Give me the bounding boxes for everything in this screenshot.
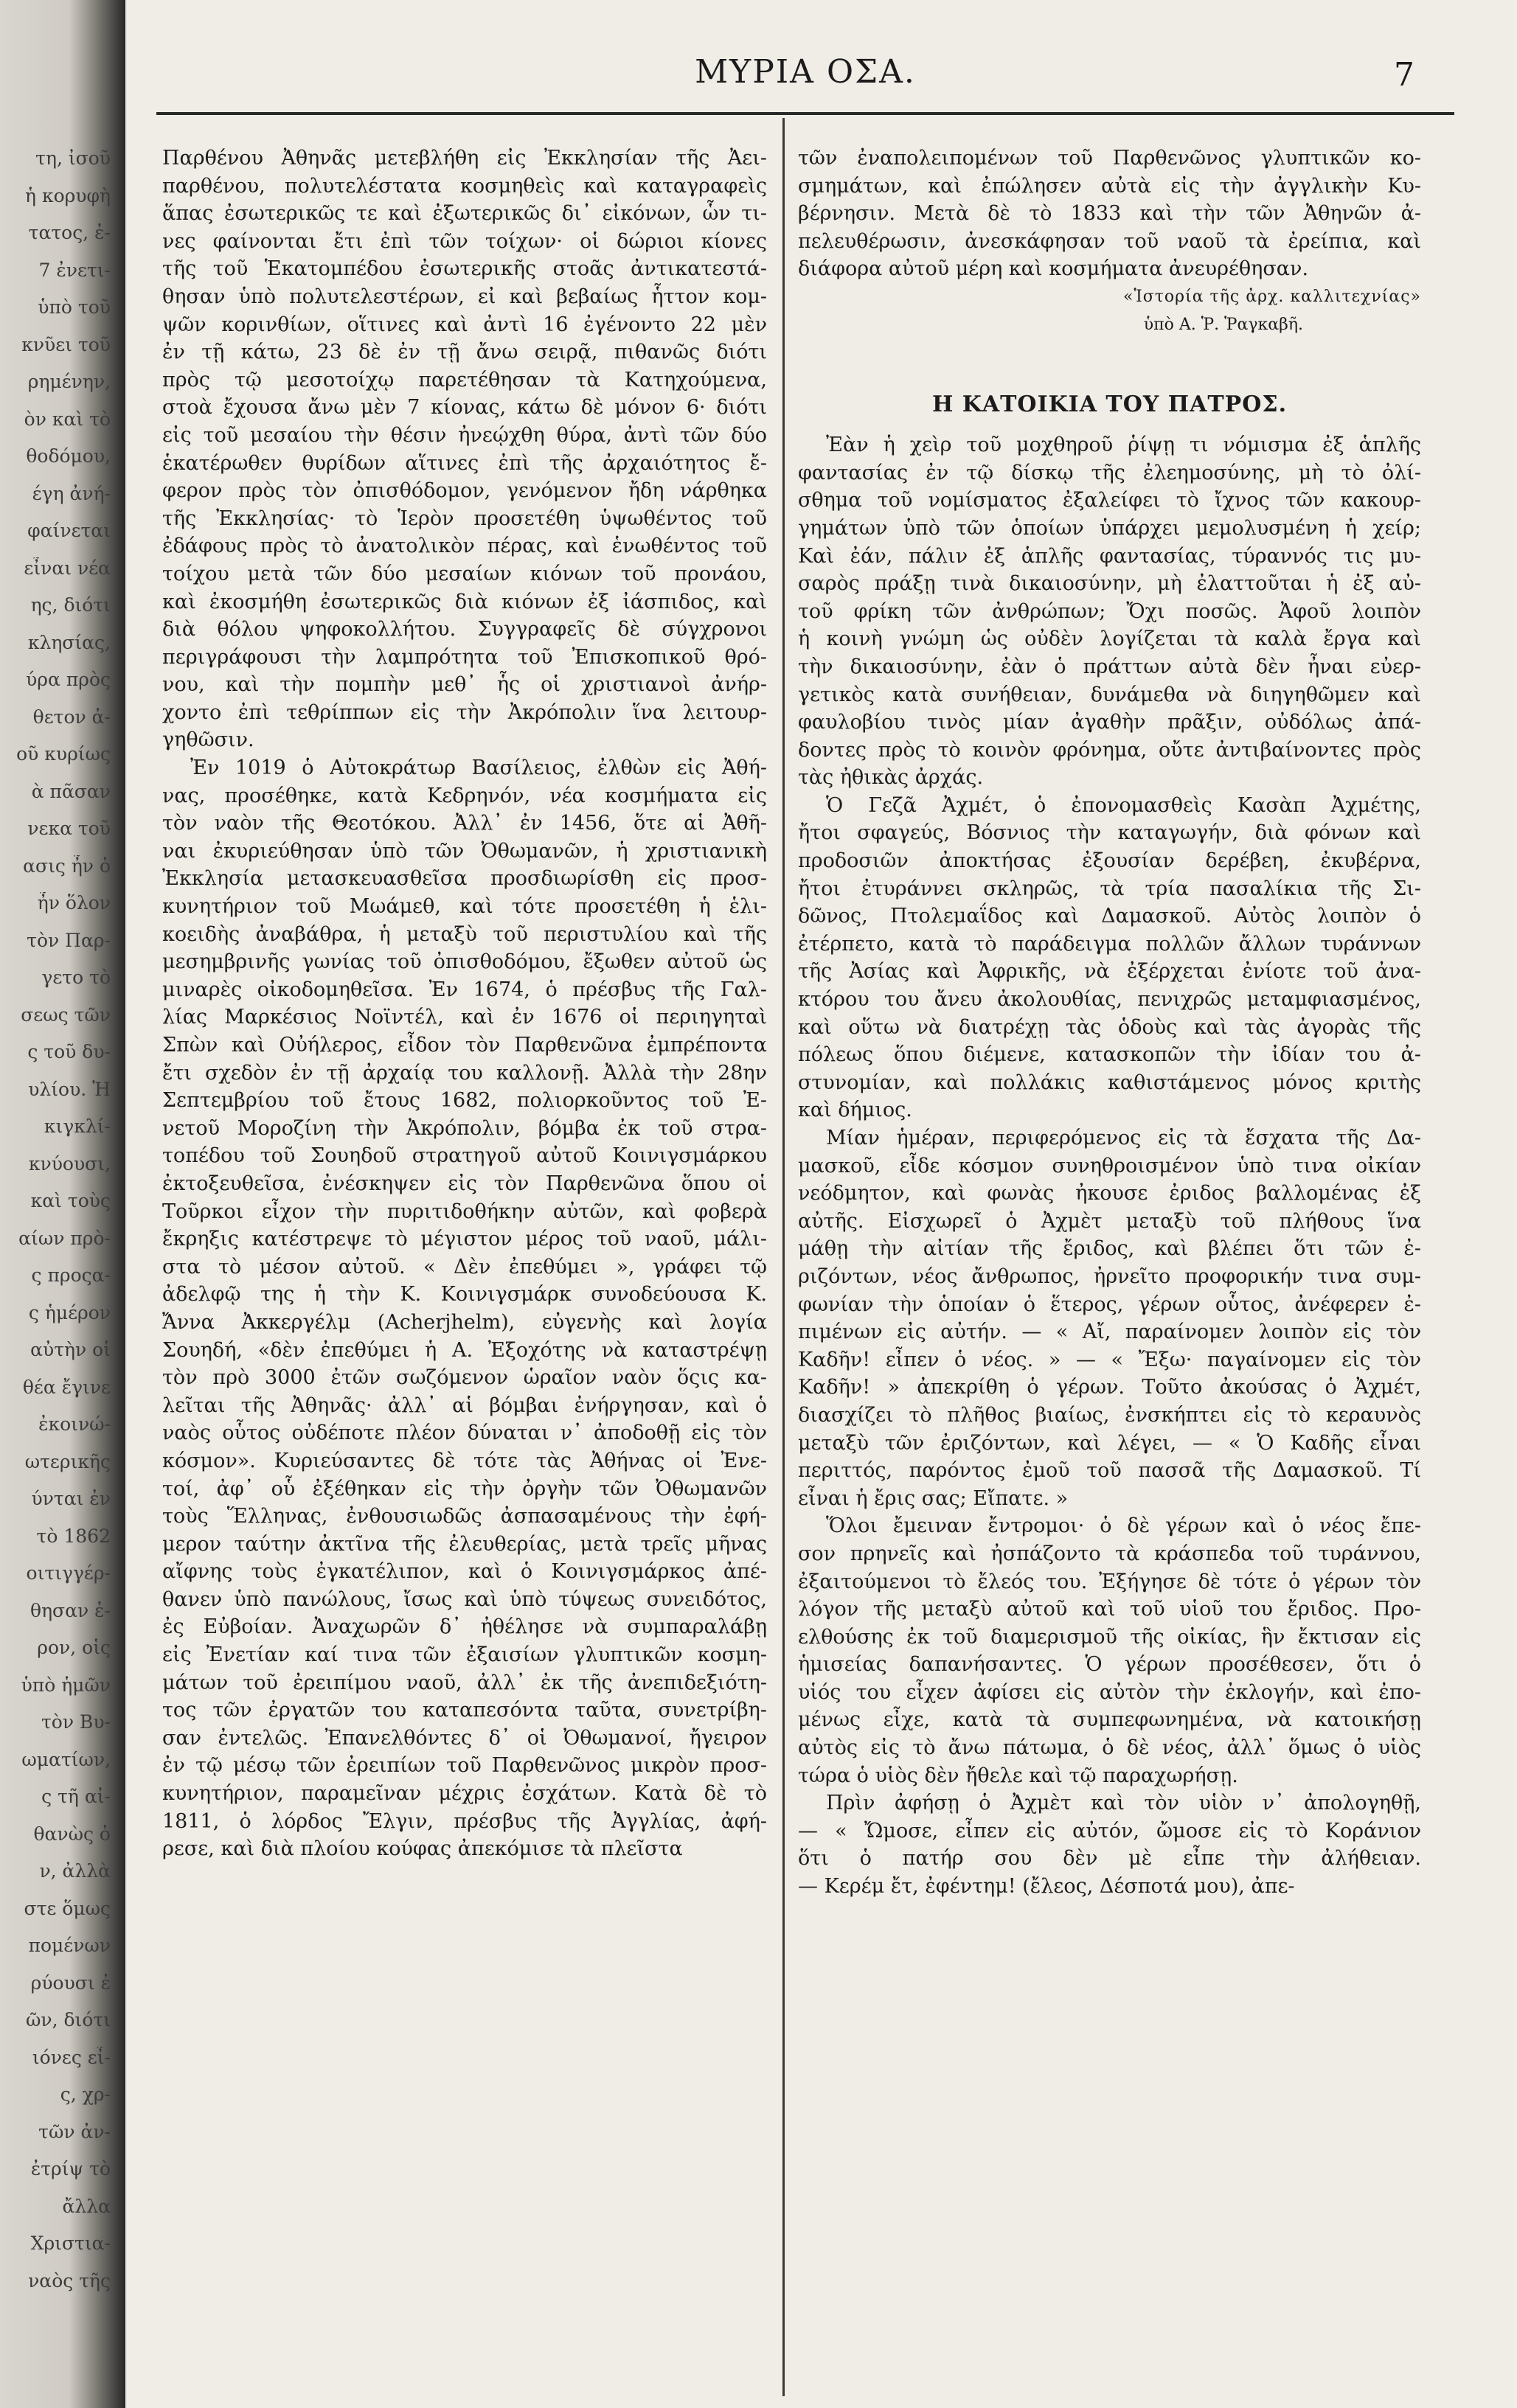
text-line: πιμένων εἰς αὐτήν. — « Αἴ, παραίνομεν λοιπὸν εἰς τὸν: [798, 1320, 1421, 1344]
text-line: βέρνησιν. Μετὰ δὲ τὸ 1833 καὶ τὴν τῶν Ἀθηνῶν ἀ-: [798, 202, 1421, 226]
text-line: Ἐν 1019 ὁ Αὐτοκράτωρ Βασίλειος, ἐλθὼν εἰς Ἀθή-: [190, 756, 767, 780]
text-line: μιναρὲς οἰκοδομηθεῖσα. Ἐν 1674, ὁ πρέσβυς τῆς Γαλ-: [162, 978, 767, 1001]
gutter-text-fragment: ἦν ὅλον: [37, 892, 111, 914]
text-line: δῶνος, Πτολεμαΐδος καὶ Δαμασκοῦ. Αὐτὸς λοιπὸν ὁ: [798, 905, 1421, 928]
text-line: τοὺς Ἕλληνας, ἐνθουσιωδῶς ἀσπασαμένους τὴν ἐφή-: [162, 1505, 767, 1528]
article-body: [798, 431, 1421, 1900]
gutter-text-fragment: θησαν ἐ-: [30, 1599, 111, 1621]
text-line: ὅτι ὁ πατήρ σου δὲν μὲ εἶπε τὴν ἀλήθειαν.: [798, 1847, 1421, 1871]
text-line: Καδῆν! » ἀπεκρίθη ὁ γέρων. Τοῦτο ἀκούσας ὁ Ἀχμέτ,: [798, 1376, 1421, 1399]
gutter-text-fragment: ρύουσι ἐ: [30, 1972, 111, 1994]
text-line: ἔτι σχεδὸν ἐν τῇ ἀρχαίᾳ του καλλονῇ. Ἀλλὰ τὴν 28ην: [162, 1061, 767, 1085]
gutter-text-fragment: κνύουσι,: [28, 1152, 111, 1175]
gutter-text-fragment: κιγκλί-: [44, 1116, 111, 1137]
text-line: 1811, ὁ λόρδος Ἔλγιν, πρέσβυς τῆς Ἀγγλίας, ἀφή-: [162, 1809, 767, 1833]
gutter-text-fragment: θετον ἀ-: [32, 706, 111, 728]
text-line: αἴφνης τοὺς ἐγκατέλιπον, καὶ ὁ Κοινιγσμάρκος ἀπέ-: [162, 1560, 767, 1584]
text-line: φαυλοβίου τινὸς μίαν ἀγαθὴν πρᾶξιν, οὐδόλως ἀπά-: [798, 711, 1421, 734]
text-line: ἡμισείας δαπανήσαντες. Ὁ γέρων προσέθεσεν, ὅτι ὁ: [798, 1653, 1421, 1677]
text-line: ἐτέρπετο, κατὰ τὸ παράδειγμα πολλῶν ἄλλων τυράννων: [798, 932, 1421, 956]
running-title: ΜΥΡΙΑ ΟΣΑ.: [695, 53, 916, 91]
column-divider: [782, 118, 785, 2396]
text-line: τος τῶν ἐργατῶν του καταπεσόντα ταῦτα, συνετρίβη-: [162, 1699, 767, 1722]
text-line: κόσμον». Κυριεύσαντες δὲ τότε τὰς Ἀθήνας οἱ Ἐνε-: [162, 1449, 767, 1472]
gutter-text-fragment: ς ἡμέρον: [28, 1301, 111, 1323]
text-line: Ἄννα Ἀκκεργέλμ (Acherjhelm), εὐγενὴς καὶ λογία: [162, 1310, 767, 1334]
text-line: ψῶν κορινθίων, οἵτινες καὶ ἀντὶ 16 ἐγένοντο 22 μὲν: [162, 313, 767, 336]
text-line: τῆς Ἀσίας καὶ Ἀφρικῆς, νὰ ἐξέρχεται ἐνίοτε τοῦ ἀνα-: [798, 960, 1421, 984]
text-line: δοντες πρὸς τὸ κοινὸν φρόνημα, οὔτε ἀντιβαίνοντες πρὸς: [798, 738, 1421, 762]
page-number: 7: [1394, 56, 1414, 94]
gutter-text-fragment: πομένων: [28, 1935, 111, 1956]
gutter-text-fragment: τὸν Παρ-: [27, 929, 111, 951]
text-line: χοντο ἐπὶ τεθρίππων εἰς τὴν Ἀκρόπολιν ἵνα λειτουρ-: [162, 700, 767, 724]
gutter-text-fragment: ς, χρ-: [60, 2084, 111, 2105]
text-line: μένως εἶχε, κατὰ τὰ συμπεφωνημένα, νὰ κατοικήσῃ: [798, 1708, 1421, 1732]
text-line: Καὶ ἐάν, πάλιν ἐξ ἁπλῆς φαντασίας, τύραννός τις μυ-: [798, 544, 1421, 568]
text-line: διὰ θόλου ψηφοκολλήτου. Συγγραφεῖς δὲ σύγχρονοι: [162, 618, 767, 641]
gutter-text-fragment: τη, ἰσοῦ: [35, 147, 111, 169]
text-line: κυνητήριον τοῦ Μωάμεθ, καὶ τότε προσετέθη ἡ ἑλι-: [162, 895, 767, 919]
text-line: εἰς τοῦ μεσαίου τὴν θέσιν ἠνεῴχθη θύρα, ἀντὶ τῶν δύο: [162, 423, 767, 447]
gutter-text-fragment: αὐτὴν οἱ: [30, 1339, 111, 1360]
text-line: καὶ οὕτω νὰ διατρέχῃ τὰς ὁδοὺς καὶ τὰς ἀγορὰς τῆς: [798, 1015, 1421, 1039]
text-line: τῶν ἐναπολειπομένων τοῦ Παρθενῶνος γλυπτικῶν κο-: [798, 147, 1421, 170]
text-line: Σουηδή, «δὲν ἐπεθύμει ἡ Α. Ἐξοχότης νὰ καταστρέψῃ: [162, 1338, 767, 1362]
gutter-text-fragment: ρημένην,: [27, 371, 111, 392]
text-line: αὐτῆς. Εἰσχωρεῖ ὁ Ἀχμὲτ μεταξὺ τοῦ πλήθους ἵνα: [798, 1209, 1421, 1233]
text-line: νας, προσέθηκε, κατὰ Κεδρηνόν, νέα κοσμήματα εἰς: [162, 784, 767, 807]
text-line: στυνομίαν, καὶ πολλάκις καθιστάμενος μόνος κριτὴς: [798, 1071, 1421, 1094]
gutter-text-fragment: ύρα πρὸς: [26, 669, 111, 690]
gutter-text-fragment: Χριστια-: [30, 2233, 111, 2254]
text-line: καὶ ἐκοσμήθη ἐσωτερικῶς διὰ κιόνων ἐξ ἰάσπιδος, καὶ: [162, 590, 767, 613]
gutter-text-fragment: τατος, ἐ-: [28, 222, 111, 243]
gutter-text-fragment: φαίνεται: [27, 520, 111, 541]
text-line: μάθῃ τὴν αἰτίαν τῆς ἔριδος, καὶ βλέπει ὅτι τῶν ἐ-: [798, 1237, 1421, 1261]
gutter-text-fragment: 7 ἐνετι-: [38, 259, 111, 281]
gutter-text-fragment: ωτερικῆς: [24, 1450, 111, 1472]
text-line: καὶ δήμιος.: [798, 1099, 912, 1122]
text-line: θανεν ὑπὸ πανώλους, ἴσως καὶ ὑπὸ τύψεως συνειδότος,: [162, 1587, 767, 1611]
text-line: ἅπας ἐσωτερικῶς τε καὶ ἐξωτερικῶς δι᾽ εἰκόνων, ὧν τι-: [162, 202, 767, 226]
text-line: προδοσιῶν ἀποκτήσας ἐξουσίαν δερέβεη, ἐκυβέρνα,: [798, 849, 1421, 873]
text-line: τώρα ὁ υἱὸς δὲν ἤθελε καὶ τῷ παραχωρήσῃ.: [798, 1764, 1238, 1787]
gutter-text-fragment: ὑπὸ τοῦ: [38, 296, 111, 318]
gutter-text-fragment: σεως τῶν: [21, 1003, 111, 1026]
gutter-text-fragment: ναὸς τῆς: [28, 2269, 111, 2292]
text-line: ἐδάφους πρὸς τὸ ἀνατολικὸν πέρας, καὶ ἑνωθέντος τοῦ: [162, 535, 767, 558]
page: [127, 0, 1517, 2408]
gutter-text-fragment: ωματίων,: [21, 1748, 111, 1770]
text-line: σαρὸς πράξῃ τινὰ δικαιοσύνην, μὴ ἐλαττοῦται ἡ ἐξ αὐ-: [798, 572, 1421, 596]
gutter-text-fragment: ἡ κορυφὴ: [25, 184, 111, 206]
text-line: νεόδμητον, καὶ φωνὰς ἠκουσε ἐριδος βαλλομένας ἐξ: [798, 1182, 1421, 1205]
gutter-text-fragment: ὰ πᾶσαν: [31, 780, 111, 802]
text-line: ἡ κοινὴ γνώμη ὡς οὐδὲν λογίζεται τὰ καλὰ ἔργα καὶ: [798, 627, 1421, 651]
text-line: τοίχου μετὰ τῶν δύο μεσαίων κιόνων τοῦ προνάου,: [162, 562, 767, 585]
text-line: φερον πρὸς τὸν ὀπισθόδομον, γενόμενον ἤδη νάρθηκα: [162, 479, 767, 503]
gutter-text-fragment: αίων πρὸ-: [18, 1227, 111, 1249]
gutter-text-fragment: τὸν Βυ-: [41, 1711, 111, 1733]
text-line: Ἐὰν ἡ χεὶρ τοῦ μοχθηροῦ ῥίψῃ τι νόμισμα ἐξ ἁπλῆς: [826, 434, 1421, 457]
text-line: εἰς Ἐνετίαν καί τινα τῶν ἐξαισίων γλυπτικῶν κοσμη-: [162, 1643, 767, 1667]
gutter-text-fragment: κλησίας,: [27, 631, 111, 653]
gutter-text-fragment: ν, ἀλλὰ: [39, 1860, 111, 1882]
text-line: περιττός, παρόντος ἐμοῦ τοῦ πασσᾶ τῆς Δαμασκοῦ. Τί: [798, 1459, 1421, 1483]
gutter-text-fragment: ς τῆ αἰ-: [41, 1786, 111, 1807]
gutter-text-fragment: νεκα τοῦ: [27, 818, 111, 839]
text-line: μερον ταύτην ἀκτῖνα τῆς ἐλευθερίας, μετὰ τρεῖς μῆνας: [162, 1532, 767, 1556]
text-line: ἤτοι σφαγεύς, Βόσνιος τὴν καταγωγήν, διὰ φόνων καὶ: [798, 821, 1421, 845]
right-column: [798, 145, 1421, 2401]
text-line: κυνητήριον, παραμεῖναν μέχρις ἐσχάτων. Κατὰ δὲ τὸ: [162, 1782, 767, 1806]
gutter-text-fragment: θοδόμου,: [26, 445, 111, 467]
source-attribution: «Ἱστορία τῆς ἀρχ. καλλιτεχνίας»: [1122, 287, 1421, 306]
gutter-text-fragment: τὸ 1862: [36, 1525, 111, 1547]
text-line: αὐτὸς εἰς τὸ ἄνω πάτωμα, ὁ δὲ νέος, ἀλλ᾽ ὅμως ὁ υἱὸς: [798, 1736, 1421, 1760]
text-line: μασκοῦ, εἶδε κόσμον συνηθροισμένον ὑπὸ τινα οἰκίαν: [798, 1154, 1421, 1177]
text-line: ριζόντων, νέος ἄνθρωπος, ἠρνεῖτο προφορικήν τινα συμ-: [798, 1264, 1421, 1288]
text-line: ἑκατέρωθεν θυρίδων αἵτινες ἐπὶ τῆς ἀρχαιότητος ἔ-: [162, 451, 767, 475]
text-line: ἐν τῷ μέσῳ τῶν ἐρειπίων τοῦ Παρθενῶνος μικρὸν προσ-: [162, 1754, 767, 1778]
text-line: σαν ἐντελῶς. Ἐπανελθόντες δ᾽ οἱ Ὀθωμανοί, ἤγειρον: [162, 1726, 767, 1750]
text-line: νετοῦ Μοροζίνη τὴν Ἀκρόπολιν, βόμβα ἐκ τοῦ στρα-: [162, 1116, 767, 1140]
text-line: Πρὶν ἀφήσῃ ὁ Ἀχμὲτ καὶ τὸν υἱὸν ν᾽ ἀπολογηθῇ,: [826, 1792, 1421, 1815]
text-line: φαντασίας ἐν τῷ δίσκῳ τῆς ἐλεημοσύνης, μὴ τὸ ὀλί-: [798, 461, 1421, 484]
text-line: στοὰ ἔχουσα ἄνω μὲν 7 κίονας, κάτω δὲ μόνον 6· διότι: [162, 396, 767, 420]
text-line: σμημάτων, καὶ ἐπώλησεν αὐτὰ εἰς τὴν ἀγγλικὴν Κυ-: [798, 174, 1421, 198]
text-line: διασχίζει τὸ πλῆθος βιαίως, ἐνσκήπτει εἰς τὸ κεραυνὸς: [798, 1403, 1421, 1427]
gutter-text-fragment: ὑπὸ ἡμῶν: [21, 1674, 111, 1696]
text-line: τὴν δικαιοσύνην, ἐὰν ὁ πράττων αὐτὰ δὲν ἦναι εὐερ-: [798, 655, 1421, 678]
text-line: υἱός του εἶχεν ἀφίσει εἰς αὐτὸν τὴν ἐκλογήν, καὶ ἐπο-: [798, 1680, 1421, 1704]
gutter-text-fragment: ασις ἦν ὁ: [23, 855, 111, 877]
header-rule: [156, 112, 1454, 115]
gutter-text-fragment: κνῦει τοῦ: [21, 333, 111, 355]
text-line: τῆς Ἐκκλησίας· τὸ Ἱερὸν προσετέθη ὑψωθέντος τοῦ: [162, 507, 767, 530]
text-line: πόλεως ὅπου διέμενε, κατασκοπῶν τὴν ἰδίαν του ἀ-: [798, 1043, 1421, 1067]
gutter-text-fragment: έγη ἀνή-: [32, 482, 111, 504]
text-line: λίας Μαρκέσιος Νοϊντέλ, καὶ ἐν 1676 οἱ περιηγηταὶ: [162, 1006, 767, 1029]
text-line: μεταξὺ τῶν ἐριζόντων, καὶ λέγει, — « Ὁ Καδῆς εἶναι: [798, 1431, 1421, 1455]
text-line: λόγον τῆς μεταξὺ αὐτοῦ καὶ τοῦ υἱοῦ του ἔριδος. Προ-: [798, 1598, 1421, 1621]
gutter-text-fragment: ὸν καὶ τὸ: [24, 408, 111, 430]
text-line: γηθῶσιν.: [162, 728, 254, 752]
text-line: ελθούσης ἐκ τοῦ διαμερισμοῦ τῆς οἰκίας, ἣν ἔκτισαν εἰς: [798, 1625, 1421, 1649]
text-line: ἐξαιτούμενοι τὸ ἔλεός του. Ἐξήγησε δὲ τότε ὁ γέρων τὸν: [798, 1570, 1421, 1593]
gutter-text-fragment: ἐκοινώ-: [38, 1413, 111, 1435]
text-line: τῆς τοῦ Ἑκατομπέδου ἐσωτερικῆς στοᾶς ἀντικατεστά-: [162, 257, 767, 281]
text-line: σον πρηνεῖς καὶ ἠσπάζοντο τὰ κράσπεδα τοῦ τυράννου,: [798, 1542, 1421, 1565]
text-line: πρὸς τῷ μεσοτοίχῳ παρετέθησαν τὰ Κατηχούμενα,: [162, 368, 767, 392]
gutter-text-fragment: υλίου. Ἡ: [28, 1078, 111, 1100]
text-line: τὰς ἠθικὰς ἀρχάς.: [798, 766, 984, 790]
text-line: ἤτοι ἐτυράννει σκληρῶς, τὰ τρία πασαλίκια τῆς Σι-: [798, 877, 1421, 900]
text-line: περιγράφουσι τὴν λαμπρότητα τοῦ Ἐπισκοπικοῦ θρό-: [162, 645, 767, 669]
text-line: παρθένου, πολυτελέστατα κοσμηθεὶς καὶ καταγραφεὶς: [162, 174, 767, 198]
text-line: φωνίαν τὴν ὁποίαν ὁ ἕτερος, γέρων οὗτος, ἀνέφερεν ἐ-: [798, 1292, 1421, 1316]
text-line: — Κερέμ ἔτ, ἐφέντημ! (ἔλεος, Δέσποτά μου), ἀπε-: [798, 1875, 1295, 1899]
text-line: γετικὸς κατὰ συνήθειαν, δυνάμεθα νὰ διηγηθῶμεν καὶ: [798, 683, 1421, 706]
text-line: ναὸς οὗτος οὐδέποτε πλέον δύναται ν᾽ ἀποδοθῇ εἰς τὸν: [162, 1422, 767, 1445]
text-line: ἔκρηξις κατέστρεψε τὸ μέγιστον μέρος τοῦ ναοῦ, μάλι-: [162, 1228, 767, 1251]
gutter-text-fragment: ς προςα-: [31, 1264, 111, 1286]
text-line: Καδῆν! εἶπεν ὁ νέος. » — « Ἔξω· παγαίνομεν εἰς τὸν: [798, 1348, 1421, 1371]
text-line: τοῦ φρίκη τῶν ἀνθρώπων; Ὄχι ποσῶς. Ἀφοῦ λοιπὸν: [798, 599, 1421, 623]
text-line: θησαν ὑπὸ πολυτελεστέρων, εἰ καὶ βεβαίως ἧττον κομ-: [162, 285, 767, 308]
gutter-text-fragment: γετο τὸ: [41, 967, 111, 988]
gutter-text-fragment: ρον, οἱς: [37, 1637, 111, 1658]
text-line: Ὁ Γεζᾶ Ἀχμέτ, ὁ ἐπονομασθεὶς Κασὰπ Ἀχμέτης,: [826, 793, 1421, 817]
text-line: Παρθένου Ἀθηνᾶς μετεβλήθη εἰς Ἐκκλησίαν τῆς Ἀει-: [162, 147, 767, 170]
text-line: μάτων τοῦ ἐρειπίμου ναοῦ, ἀλλ᾽ ἐκ τῆς ἀνεπιδεξιότη-: [162, 1671, 767, 1694]
text-line: Ἐκκλησία μετασκευασθεῖσα προσδιωρίσθη εἰς προσ-: [162, 867, 767, 891]
text-line: τοπέδου τοῦ Σουηδοῦ στρατηγοῦ αὐτοῦ Κοινιγσμάρκου: [162, 1144, 767, 1168]
text-line: κοειδὴς ἀναβάθρα, ἡ μεταξὺ τοῦ περιστυλίου καὶ τῆς: [162, 922, 767, 946]
gutter-text-fragment: στε ὅμως: [24, 1897, 111, 1919]
text-line: πελευθέρωσιν, ἀνεσκάφησαν τοῦ ναοῦ τὰ ἐρείπια, καὶ: [798, 229, 1421, 253]
text-line: ἐς Εὐβοίαν. Ἀναχωρῶν δ᾽ ἠθέλησε νὰ συμπαραλάβῃ: [162, 1615, 767, 1639]
gutter-text-fragment: ἄλλα: [62, 2195, 111, 2217]
text-line: ναι ἐκυριεύθησαν ὑπὸ τῶν Ὀθωμανῶν, ἡ χριστιανικὴ: [162, 839, 767, 863]
text-line: τὸν πρὸ 3000 ἐτῶν σωζόμενον ὡραῖον ναὸν ὅςις κα-: [162, 1366, 767, 1390]
text-line: ρεσε, καὶ διὰ πλοίου κούφας ἀπεκόμισε τὰ πλεῖστα: [162, 1837, 683, 1861]
right-column-continuation: [798, 145, 1421, 283]
text-line: διάφορα αὐτοῦ μέρη καὶ κοσμήματα ἀνευρέθησαν.: [798, 257, 1309, 281]
text-line: Μίαν ἡμέραν, περιφερόμενος εἰς τὰ ἔσχατα τῆς Δα-: [826, 1127, 1421, 1149]
text-line: Ὅλοι ἔμειναν ἔντρομοι· ὁ δὲ γέρων καὶ ὁ νέος ἔπε-: [826, 1514, 1421, 1538]
section-heading: Η ΚΑΤΟΙΚΙΑ ΤΟΥ ΠΑΤΡΟΣ.: [931, 392, 1288, 418]
gutter-text-fragment: ἐτρίψ τὸ: [30, 2158, 111, 2179]
source-author: ὑπὸ Α. Ῥ. Ῥαγκαβῆ.: [1143, 315, 1303, 334]
text-line: νες φαίνονται ἔτι ἐπὶ τῶν τοίχων· οἱ δώριοι κίονες: [162, 229, 767, 253]
text-line: ἐν τῇ κάτω, 23 δὲ ἐν τῇ ἄνω σειρᾷ, πιθανῶς διότι: [162, 341, 767, 364]
gutter-text-fragment: οῦ κυρίως: [16, 743, 111, 765]
text-line: γημάτων ὑπὸ τῶν ὁποίων ὑπάρχει μεμολυσμένη ἡ χείρ;: [798, 516, 1421, 540]
text-line: στα τὸ μέσον αὐτοῦ. « Δὲν ἐπεθύμει », γράφει τῷ: [162, 1255, 767, 1278]
text-line: Τοῦρκοι εἶχον τὴν πυριτιδοθήκην αὐτῶν, καὶ φοβερὰ: [162, 1200, 767, 1223]
text-line: λεῖται τῆς Ἀθηνᾶς· ἀλλ᾽ αἱ βόμβαι ἐνήργησαν, καὶ ὁ: [162, 1393, 767, 1417]
gutter-text-fragment: τῶν ἀν-: [38, 2120, 111, 2143]
gutter-text-fragment: οιτιγγέρ-: [26, 1562, 111, 1584]
gutter-text-fragment: ιόνες εἶ-: [32, 2046, 111, 2068]
text-line: Σπὼν καὶ Οὐήλερος, εἶδον τὸν Παρθενῶνα ἐμπρέποντα: [162, 1034, 767, 1057]
gutter-text-fragment: ῶν, διότι: [25, 2009, 111, 2031]
gutter-text-fragment: θανὼς ὁ: [33, 1823, 111, 1845]
gutter-text-fragment: καὶ τοὺς: [30, 1190, 111, 1211]
text-line: μεσημβρινῆς γωνίας τοῦ ὀπισθοδόμου, ἔξωθεν αὐτοῦ ὡς: [162, 950, 767, 974]
text-line: κτόρου του ἄνευ ἀκολουθίας, πενιχρῶς μεταμφιασμένος,: [798, 988, 1421, 1012]
text-line: ἐκτοξευθεῖσα, ἐνέσκηψεν εἰς τὸν Παρθενῶνα ὅπου οἱ: [162, 1172, 767, 1195]
gutter-text-fragment: ύνται ἐν: [31, 1488, 111, 1509]
gutter-text-fragment: ης, διότι: [30, 594, 111, 616]
gutter-text-fragment: θέα ἔγινε: [22, 1376, 111, 1398]
gutter-text-fragment: ς τοῦ δυ-: [27, 1041, 111, 1062]
gutter-text-fragment: εἶναι νέα: [24, 557, 111, 579]
adjacent-page-fragment: [0, 0, 125, 2408]
text-line: νου, καὶ τὴν πομπὴν μεθ᾽ ἧς οἱ χριστιανοὶ ἀνήρ-: [162, 673, 767, 697]
text-line: ἀδελφῷ της ἡ τὴν Κ. Κοινιγσμάρκ συνοδεύουσα Κ.: [162, 1283, 767, 1306]
text-line: Σεπτεμβρίου τοῦ ἔτους 1682, πολιορκοῦντος τοῦ Ἐ-: [162, 1089, 767, 1113]
left-column: [162, 145, 767, 2401]
text-line: εἶναι ἡ ἔρις σας; Εἴπατε. »: [798, 1486, 1069, 1510]
text-line: — « Ὤμοσε, εἶπεν εἰς αὐτόν, ὤμοσε εἰς τὸ Κοράνιον: [798, 1819, 1421, 1842]
text-line: τοί, ἀφ᾽ οὗ ἐξέθηκαν εἰς τὴν ὀργὴν τῶν Ὀθωμανῶν: [162, 1477, 767, 1500]
text-line: σθημα τοῦ νομίσματος ἐξαλείφει τὸ ἴχνος τῶν κακουρ-: [798, 489, 1421, 512]
text-line: τὸν ναὸν τῆς Θεοτόκου. Ἀλλ᾽ ἐν 1456, ὅτε αἱ Ἀθῆ-: [162, 812, 767, 835]
